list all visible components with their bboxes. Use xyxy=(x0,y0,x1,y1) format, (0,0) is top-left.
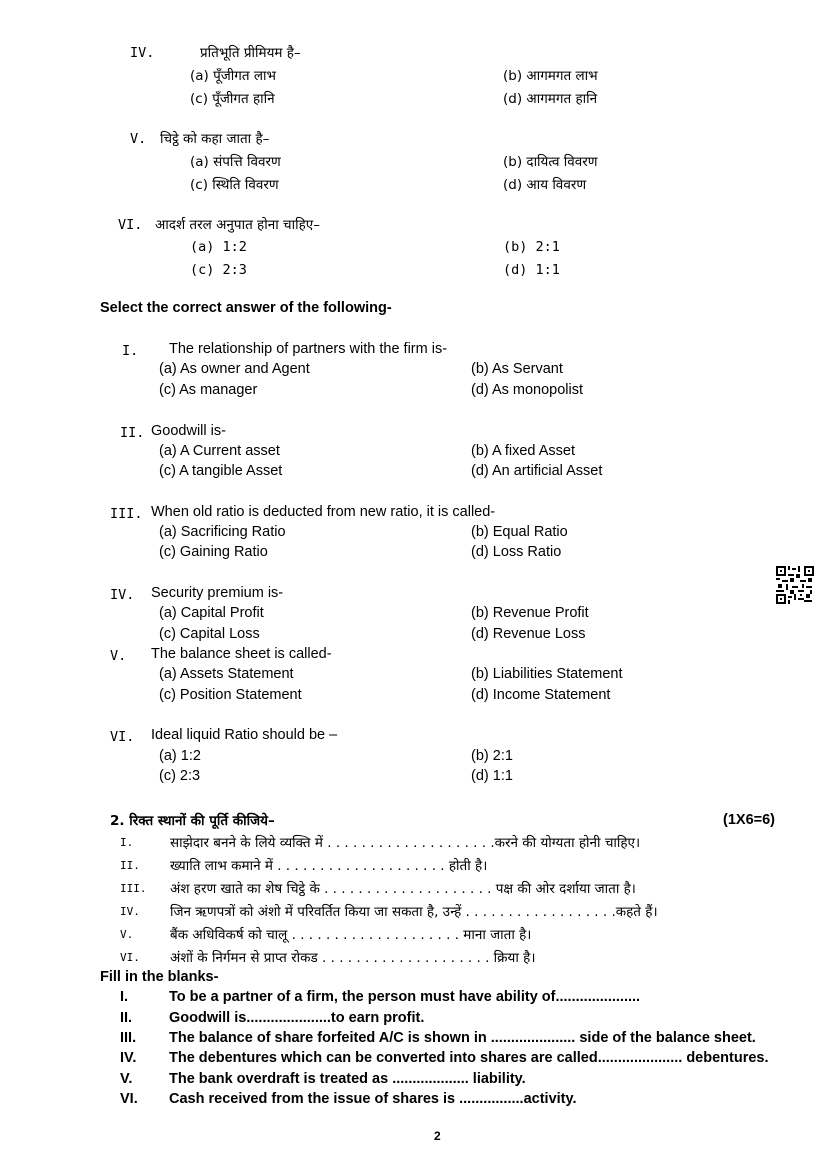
eng-q6-num: VI. xyxy=(110,729,135,745)
section2-marks: (1X6=6) xyxy=(723,812,775,828)
eng-q3-opt-b: (b) Equal Ratio xyxy=(471,524,568,540)
fill-5-num: V. xyxy=(120,1071,133,1087)
hindi-fill-6-num: VI. xyxy=(120,951,140,964)
eng-q5-opt-a: (a) Assets Statement xyxy=(159,666,294,682)
fill-3-text: The balance of share forfeited A/C is shown in ..................... side of the balance sheet. xyxy=(169,1030,756,1046)
hindi-q6-text: आदर्श तरल अनुपात होना चाहिए– xyxy=(155,217,320,233)
eng-q2-opt-c: (c) A tangible Asset xyxy=(159,463,283,479)
eng-q5-opt-d: (d) Income Statement xyxy=(471,687,611,703)
hindi-fill-3-text: अंश हरण खाते का शेष चिट्ठे के . . . . . . . . . . . . . . . . . . . . पक्ष की ओर दर्शाया जाता है। xyxy=(170,881,636,897)
eng-q4-num: IV. xyxy=(110,587,135,603)
eng-q3-num: III. xyxy=(110,506,143,522)
eng-q2-opt-b: (b) A fixed Asset xyxy=(471,443,575,459)
section2-title: 2. रिक्त स्थानों की पूर्ति कीजिये– xyxy=(110,813,275,829)
eng-q2-num: II. xyxy=(120,425,145,441)
eng-q4-opt-d: (d) Revenue Loss xyxy=(471,626,586,642)
fill-6-num: VI. xyxy=(120,1091,138,1107)
fill-blanks-heading: Fill in the blanks- xyxy=(100,969,219,985)
eng-q1-opt-d: (d) As monopolist xyxy=(471,382,584,398)
eng-q2-opt-d: (d) An artificial Asset xyxy=(471,463,603,479)
eng-q1-opt-b: (b) As Servant xyxy=(471,361,563,377)
hindi-q4-opt-d: (d) आगमगत हानि xyxy=(503,91,598,107)
hindi-q6-opt-a: (a) 1:2 xyxy=(190,239,247,255)
hindi-fill-3-num: III. xyxy=(120,882,147,895)
hindi-fill-4-text: जिन ऋणपत्रों को अंशो में परिवर्तित किया जा सकता है, उन्हें . . . . . . . . . . . . . . . . . .कहते हैं। xyxy=(170,904,658,920)
eng-q1-opt-c: (c) As manager xyxy=(159,382,258,398)
eng-q1-num: I. xyxy=(122,343,139,359)
hindi-q6-opt-d: (d) 1:1 xyxy=(503,262,560,278)
qr-code-icon xyxy=(776,566,814,604)
hindi-fill-2-text: ख्याति लाभ कमाने में . . . . . . . . . . . . . . . . . . . . होती है। xyxy=(170,858,488,874)
eng-q2-opt-a: (a) A Current asset xyxy=(159,443,280,459)
hindi-q4-text: प्रतिभूति प्रीमियम है– xyxy=(200,45,301,61)
eng-q4-opt-c: (c) Capital Loss xyxy=(159,626,260,642)
hindi-fill-5-text: बैंक अधिविकर्ष को चालू . . . . . . . . . . . . . . . . . . . . माना जाता है। xyxy=(170,927,532,943)
fill-2-num: II. xyxy=(120,1010,133,1026)
hindi-q4-opt-c: (c) पूँजीगत हानि xyxy=(190,91,275,107)
eng-q4-opt-b: (b) Revenue Profit xyxy=(471,605,589,621)
hindi-q6-num: VI. xyxy=(118,217,143,233)
eng-q5-num: V. xyxy=(110,648,127,664)
hindi-fill-4-num: IV. xyxy=(120,905,140,918)
eng-q6-text: Ideal liquid Ratio should be – xyxy=(151,727,338,743)
eng-q3-opt-c: (c) Gaining Ratio xyxy=(159,544,268,560)
hindi-fill-2-num: II. xyxy=(120,859,140,872)
eng-q5-text: The balance sheet is called- xyxy=(151,646,332,662)
eng-q5-opt-b: (b) Liabilities Statement xyxy=(471,666,623,682)
eng-q4-opt-a: (a) Capital Profit xyxy=(159,605,264,621)
eng-q1-text: The relationship of partners with the firm is- xyxy=(169,341,448,357)
eng-q6-opt-d: (d) 1:1 xyxy=(471,768,513,784)
page-number: 2 xyxy=(434,1129,441,1143)
hindi-q4-num: IV. xyxy=(130,45,155,61)
eng-q4-text: Security premium is- xyxy=(151,585,284,601)
hindi-q6-opt-b: (b) 2:1 xyxy=(503,239,560,255)
fill-1-num: I. xyxy=(120,989,129,1005)
fill-1-text: To be a partner of a firm, the person must have ability of..................... xyxy=(169,989,641,1005)
english-section-heading: Select the correct answer of the following- xyxy=(100,300,392,316)
hindi-q5-opt-d: (d) आय विवरण xyxy=(503,177,587,193)
fill-2-text: Goodwill is.....................to earn profit. xyxy=(169,1010,425,1026)
eng-q6-opt-c: (c) 2:3 xyxy=(159,768,201,784)
fill-5-text: The bank overdraft is treated as ................... liability. xyxy=(169,1071,526,1087)
eng-q6-opt-b: (b) 2:1 xyxy=(471,748,513,764)
eng-q3-opt-d: (d) Loss Ratio xyxy=(471,544,562,560)
eng-q3-opt-a: (a) Sacrificing Ratio xyxy=(159,524,286,540)
fill-3-num: III. xyxy=(120,1030,137,1046)
hindi-q4-opt-b: (b) आगमगत लाभ xyxy=(503,68,598,84)
eng-q1-opt-a: (a) As owner and Agent xyxy=(159,361,310,377)
hindi-fill-1-num: I. xyxy=(120,836,134,849)
eng-q2-text: Goodwill is- xyxy=(151,423,226,439)
fill-4-text: The debentures which can be converted into shares are called..................... debentures. xyxy=(169,1050,769,1066)
hindi-q6-opt-c: (c) 2:3 xyxy=(190,262,247,278)
hindi-q5-opt-c: (c) स्थिति विवरण xyxy=(190,177,279,193)
hindi-fill-6-text: अंशों के निर्गमन से प्राप्त रोकड . . . . . . . . . . . . . . . . . . . . क्रिया है। xyxy=(170,950,536,966)
eng-q3-text: When old ratio is deducted from new ratio, it is called- xyxy=(151,504,496,520)
fill-6-text: Cash received from the issue of shares is ................activity. xyxy=(169,1091,577,1107)
eng-q6-opt-a: (a) 1:2 xyxy=(159,748,201,764)
hindi-q5-opt-b: (b) दायित्व विवरण xyxy=(503,154,598,170)
hindi-fill-5-num: V. xyxy=(120,928,134,941)
hindi-q5-num: V. xyxy=(130,131,147,147)
fill-4-num: IV. xyxy=(120,1050,137,1066)
eng-q5-opt-c: (c) Position Statement xyxy=(159,687,302,703)
hindi-q5-text: चिट्ठे को कहा जाता है– xyxy=(160,131,270,147)
hindi-fill-1-text: साझेदार बनने के लिये व्यक्ति में . . . . . . . . . . . . . . . . . . . .करने की योग्यता होनी चाहिए। xyxy=(170,835,641,851)
hindi-q4-opt-a: (a) पूँजीगत लाभ xyxy=(190,68,277,84)
hindi-q5-opt-a: (a) संपत्ति विवरण xyxy=(190,154,281,170)
